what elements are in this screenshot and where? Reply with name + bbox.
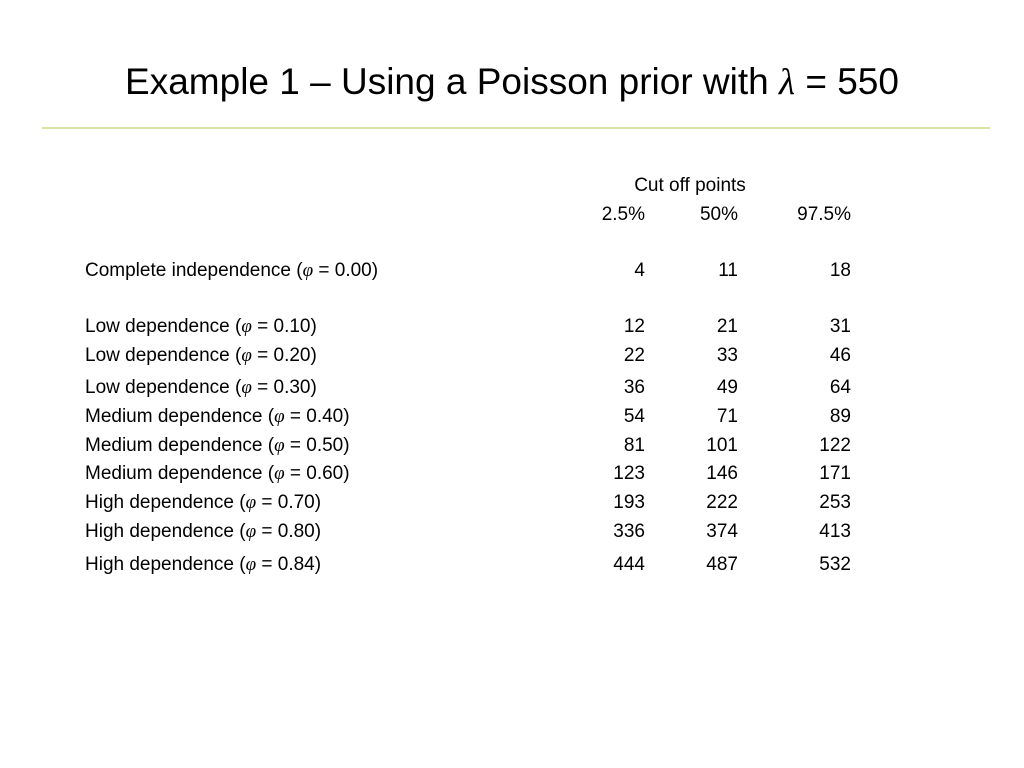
row-value-50: 49 [716, 377, 738, 398]
row-value-97-5: 122 [819, 435, 851, 456]
phi-symbol: φ [274, 435, 285, 456]
row-label [85, 376, 317, 400]
phi-symbol: φ [274, 463, 285, 484]
row-label-prefix: Medium dependence ( [85, 463, 275, 484]
row-value-2-5: 444 [613, 554, 645, 575]
row-value-50: 374 [706, 521, 738, 542]
row-label [85, 434, 350, 458]
row-value-50: 71 [716, 406, 738, 427]
row-label [85, 553, 321, 577]
row-value-97-5: 171 [819, 463, 851, 484]
row-label-prefix: High dependence ( [85, 492, 246, 513]
row-value-50: 11 [718, 260, 738, 281]
row-label-prefix: High dependence ( [85, 521, 246, 542]
row-label-suffix: = 0.30) [251, 377, 317, 398]
row-label-suffix: = 0.70) [256, 492, 322, 513]
group-header: Cut off points [634, 175, 746, 196]
phi-symbol: φ [241, 345, 252, 366]
row-label-suffix: = 0.40) [284, 406, 350, 427]
row-label-prefix: Complete independence ( [85, 260, 303, 281]
row-value-2-5: 12 [623, 316, 645, 337]
row-value-2-5: 81 [623, 435, 645, 456]
row-label-suffix: = 0.84) [256, 554, 322, 575]
phi-symbol: φ [245, 554, 257, 575]
row-value-97-5: 46 [829, 345, 851, 366]
column-header-97-5: 97.5% [797, 204, 851, 225]
row-label [85, 520, 321, 544]
row-label [85, 405, 350, 429]
row-label [85, 491, 321, 515]
row-value-97-5: 413 [819, 521, 851, 542]
row-value-2-5: 123 [613, 463, 645, 484]
row-label-prefix: Low dependence ( [85, 377, 242, 398]
row-label-prefix: Medium dependence ( [85, 435, 275, 456]
phi-symbol: φ [245, 492, 257, 513]
phi-symbol: φ [245, 521, 257, 542]
column-header-2-5: 2.5% [601, 204, 645, 225]
title-prefix: Example 1 – Using a Poisson prior with [125, 61, 780, 102]
row-value-97-5: 18 [829, 260, 851, 281]
column-header-50: 50% [699, 204, 738, 225]
row-label-prefix: Low dependence ( [85, 316, 242, 337]
row-value-50: 33 [716, 345, 738, 366]
row-value-2-5: 4 [634, 260, 645, 281]
row-label-suffix: = 0.00) [313, 260, 379, 281]
row-label-suffix: = 0.20) [251, 345, 317, 366]
row-value-2-5: 36 [623, 377, 645, 398]
row-value-97-5: 532 [819, 554, 851, 575]
row-label [85, 462, 350, 486]
row-label [85, 315, 317, 339]
phi-symbol: φ [302, 260, 314, 281]
row-value-97-5: 64 [829, 377, 851, 398]
row-value-2-5: 336 [613, 521, 645, 542]
row-label-suffix: = 0.50) [284, 435, 350, 456]
row-value-2-5: 22 [623, 345, 645, 366]
phi-symbol: φ [241, 316, 252, 337]
row-value-2-5: 193 [613, 492, 645, 513]
row-value-2-5: 54 [623, 406, 645, 427]
row-value-50: 146 [706, 463, 738, 484]
row-label [85, 344, 317, 368]
row-label-suffix: = 0.60) [284, 463, 350, 484]
phi-symbol: φ [274, 406, 285, 427]
row-label-prefix: High dependence ( [85, 554, 246, 575]
row-value-50: 101 [706, 435, 738, 456]
title-suffix: = 550 [795, 61, 899, 102]
row-value-50: 21 [716, 316, 738, 337]
row-label-suffix: = 0.80) [256, 521, 322, 542]
row-value-50: 487 [706, 554, 738, 575]
row-value-97-5: 31 [829, 316, 851, 337]
row-label-suffix: = 0.10) [251, 316, 317, 337]
row-label-prefix: Low dependence ( [85, 345, 242, 366]
row-label-prefix: Medium dependence ( [85, 406, 275, 427]
phi-symbol: φ [241, 377, 252, 398]
row-value-50: 222 [706, 492, 738, 513]
lambda-symbol: λ [779, 62, 796, 103]
row-label [85, 259, 378, 283]
row-value-97-5: 89 [829, 406, 851, 427]
row-value-97-5: 253 [819, 492, 851, 513]
